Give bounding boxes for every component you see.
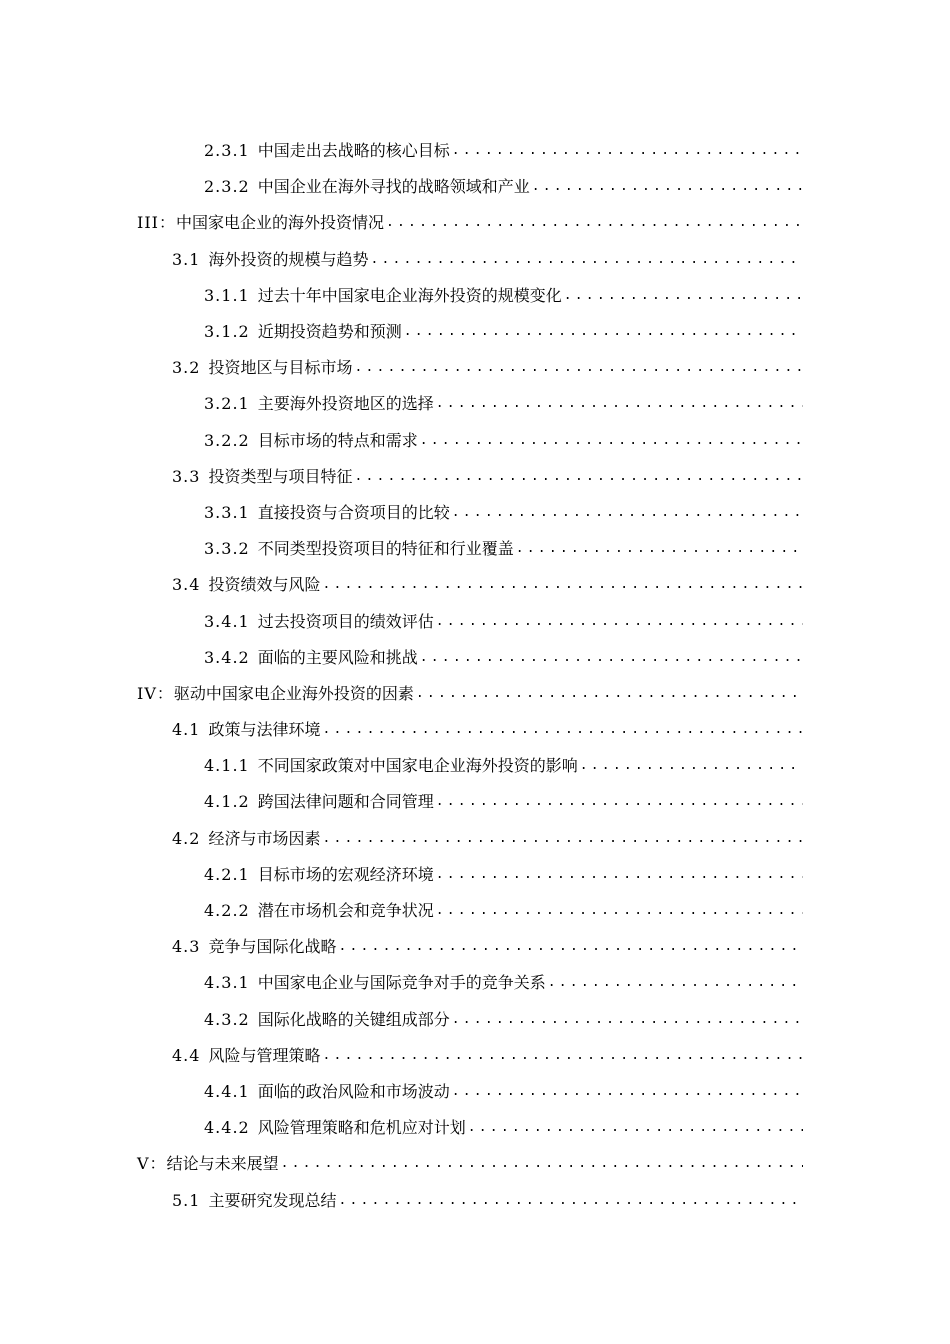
toc-entry[interactable] — [0, 821, 950, 857]
toc-entry-title: 中国企业在海外寻找的战略领域和产业 — [257, 177, 530, 197]
toc-dot-leader — [436, 865, 803, 885]
toc-entry[interactable] — [0, 929, 950, 965]
toc-entry[interactable] — [0, 242, 950, 278]
toc-entry-number: 5.1 — [172, 1190, 201, 1210]
toc-dot-leader — [580, 756, 803, 776]
toc-entry-line — [0, 720, 803, 740]
toc-entry[interactable] — [0, 567, 950, 603]
toc-entry-title: 面临的主要风险和挑战 — [257, 647, 418, 667]
toc-dot-leader — [436, 612, 803, 632]
toc-entry-number: 4.4.2 — [204, 1118, 250, 1138]
toc-entry-number: 4.3.1 — [204, 973, 250, 993]
toc-entry-title: 海外投资的规模与趋势 — [208, 249, 369, 269]
toc-entry-line — [0, 1118, 803, 1138]
toc-entry-line — [0, 250, 803, 270]
toc-dot-leader — [281, 1154, 803, 1174]
toc-entry-title: 不同国家政策对中国家电企业海外投资的影响 — [257, 756, 578, 776]
toc-dot-leader — [548, 973, 803, 993]
toc-entry-line — [0, 141, 803, 161]
toc-entry-line — [0, 1082, 803, 1102]
toc-entry-line — [0, 1046, 803, 1066]
toc-dot-leader — [516, 539, 803, 559]
toc-entry[interactable] — [0, 169, 950, 205]
toc-entry-number: 2.3.2 — [204, 177, 250, 197]
toc-entry-number: 4.2 — [172, 828, 201, 848]
toc-entry-number: III： — [137, 213, 176, 233]
toc-dot-leader — [452, 503, 803, 523]
toc-dot-leader — [354, 358, 803, 378]
toc-dot-leader — [322, 720, 803, 740]
toc-entry[interactable] — [0, 278, 950, 314]
toc-entry-line — [0, 973, 803, 993]
toc-entry[interactable] — [0, 314, 950, 350]
toc-dot-leader — [416, 684, 803, 704]
toc-entry-number: 3.1.2 — [204, 322, 250, 342]
toc-entry-number: 3.4.1 — [204, 611, 250, 631]
toc-entry[interactable] — [0, 1074, 950, 1110]
toc-dot-leader — [370, 250, 803, 270]
toc-entry-line — [0, 1154, 803, 1174]
toc-entry[interactable] — [0, 748, 950, 784]
toc-dot-leader — [468, 1118, 803, 1138]
toc-entry[interactable] — [0, 1110, 950, 1146]
toc-dot-leader — [322, 829, 803, 849]
toc-entry-number: 3.3.1 — [204, 502, 250, 522]
toc-entry-title: 投资绩效与风险 — [208, 575, 321, 595]
toc-entry-number: 4.1.1 — [204, 756, 250, 776]
toc-entry-title: 国际化战略的关键组成部分 — [257, 1009, 450, 1029]
toc-entry-line — [0, 612, 803, 632]
toc-entry[interactable] — [0, 531, 950, 567]
toc-entry-number: 4.4 — [172, 1045, 201, 1065]
toc-entry-title: 中国走出去战略的核心目标 — [257, 141, 450, 161]
toc-entry-title: 结论与未来展望 — [166, 1154, 279, 1174]
toc-entry-number: V： — [137, 1154, 167, 1174]
toc-entry[interactable] — [0, 857, 950, 893]
toc-entry-title: 近期投资趋势和预测 — [257, 322, 402, 342]
toc-entry-title: 中国家电企业的海外投资情况 — [175, 213, 384, 233]
toc-entry-line — [0, 467, 803, 487]
toc-entry-number: 3.2.2 — [204, 430, 250, 450]
toc-entry-title: 风险与管理策略 — [208, 1045, 321, 1065]
toc-entry-title: 直接投资与合资项目的比较 — [257, 502, 450, 522]
toc-entry-number: 4.3 — [172, 937, 201, 957]
toc-entry-line — [0, 286, 803, 306]
toc-dot-leader — [436, 394, 803, 414]
toc-entry-title: 面临的政治风险和市场波动 — [257, 1081, 450, 1101]
toc-entry-line — [0, 213, 803, 233]
toc-dot-leader — [386, 213, 803, 233]
toc-entry-title: 经济与市场因素 — [208, 828, 321, 848]
toc-entry-line — [0, 648, 803, 668]
toc-entry-number: 3.1 — [172, 249, 201, 269]
toc-entry-title: 主要研究发现总结 — [208, 1190, 337, 1210]
toc-entry-line — [0, 177, 803, 197]
toc-entry[interactable] — [0, 640, 950, 676]
toc-entry-line — [0, 503, 803, 523]
toc-entry-title: 潜在市场机会和竞争状况 — [257, 901, 434, 921]
toc-entry-number: 2.3.1 — [204, 141, 250, 161]
toc-entry-number: 3.2.1 — [204, 394, 250, 414]
toc-dot-leader — [452, 141, 803, 161]
toc-entry-title: 投资地区与目标市场 — [208, 358, 353, 378]
toc-entry[interactable] — [0, 965, 950, 1001]
toc-entry-title: 中国家电企业与国际竞争对手的竞争关系 — [257, 973, 546, 993]
toc-entry-title: 目标市场的特点和需求 — [257, 430, 418, 450]
toc-entry-number: 4.4.1 — [204, 1081, 250, 1101]
toc-entry[interactable] — [0, 784, 950, 820]
toc-entry[interactable] — [0, 133, 950, 169]
toc-entry[interactable] — [0, 603, 950, 639]
toc-entry[interactable] — [0, 893, 950, 929]
toc-entry-line — [0, 937, 803, 957]
toc-entry-line — [0, 865, 803, 885]
toc-entry-number: 3.1.1 — [204, 285, 250, 305]
toc-entry-line — [0, 394, 803, 414]
toc-entry-line — [0, 1010, 803, 1030]
toc-entry-number: 3.2 — [172, 358, 201, 378]
toc-dot-leader — [322, 1046, 803, 1066]
toc-dot-leader — [452, 1082, 803, 1102]
toc-entry-line — [0, 358, 803, 378]
toc-dot-leader — [354, 467, 803, 487]
toc-entry[interactable] — [0, 205, 950, 241]
toc-entry[interactable] — [0, 1146, 950, 1182]
toc-entry-line — [0, 792, 803, 812]
toc-entry[interactable] — [0, 350, 950, 386]
toc-entry[interactable] — [0, 495, 950, 531]
toc-dot-leader — [338, 937, 803, 957]
toc-entry-number: 3.4 — [172, 575, 201, 595]
toc-entry-number: 4.2.2 — [204, 901, 250, 921]
toc-entry[interactable] — [0, 712, 950, 748]
toc-dot-leader — [420, 431, 803, 451]
toc-entry-title: 目标市场的宏观经济环境 — [257, 864, 434, 884]
toc-entry-title: 过去投资项目的绩效评估 — [257, 611, 434, 631]
toc-entry-title: 政策与法律环境 — [208, 720, 321, 740]
toc-dot-leader — [420, 648, 803, 668]
toc-entry-title: 跨国法律问题和合同管理 — [257, 792, 434, 812]
toc-entry-number: 3.3.2 — [204, 539, 250, 559]
toc-dot-leader — [564, 286, 803, 306]
toc-dot-leader — [404, 322, 803, 342]
toc-entry[interactable] — [0, 1182, 950, 1218]
toc-entry-line — [0, 575, 803, 595]
toc-dot-leader — [338, 1191, 803, 1211]
toc-entry-number: 4.1.2 — [204, 792, 250, 812]
toc-entry[interactable] — [0, 1002, 950, 1038]
toc-entry-number: 4.3.2 — [204, 1009, 250, 1029]
toc-entry-line — [0, 829, 803, 849]
toc-dot-leader — [532, 177, 803, 197]
table-of-contents — [0, 133, 950, 1219]
toc-dot-leader — [452, 1010, 803, 1030]
toc-entry-number: IV： — [137, 683, 174, 703]
toc-entry[interactable] — [0, 386, 950, 422]
toc-entry-line — [0, 684, 803, 704]
toc-entry-number: 4.1 — [172, 720, 201, 740]
toc-entry-line — [0, 322, 803, 342]
toc-entry-line — [0, 539, 803, 559]
toc-dot-leader — [436, 901, 803, 921]
toc-entry[interactable] — [0, 423, 950, 459]
toc-entry[interactable] — [0, 1038, 950, 1074]
toc-dot-leader — [436, 792, 803, 812]
toc-entry-title: 不同类型投资项目的特征和行业覆盖 — [257, 539, 514, 559]
toc-entry[interactable] — [0, 676, 950, 712]
toc-entry-line — [0, 756, 803, 776]
toc-entry-number: 3.4.2 — [204, 647, 250, 667]
toc-dot-leader — [322, 575, 803, 595]
toc-entry-title: 驱动中国家电企业海外投资的因素 — [173, 683, 414, 703]
toc-entry-number: 4.2.1 — [204, 864, 250, 884]
toc-entry-line — [0, 1191, 803, 1211]
toc-entry[interactable] — [0, 459, 950, 495]
toc-entry-title: 投资类型与项目特征 — [208, 466, 353, 486]
toc-entry-title: 竞争与国际化战略 — [208, 937, 337, 957]
toc-entry-title: 风险管理策略和危机应对计划 — [257, 1118, 466, 1138]
toc-entry-number: 3.3 — [172, 466, 201, 486]
toc-entry-title: 主要海外投资地区的选择 — [257, 394, 434, 414]
toc-entry-title: 过去十年中国家电企业海外投资的规模变化 — [257, 285, 562, 305]
toc-entry-line — [0, 901, 803, 921]
toc-entry-line — [0, 431, 803, 451]
